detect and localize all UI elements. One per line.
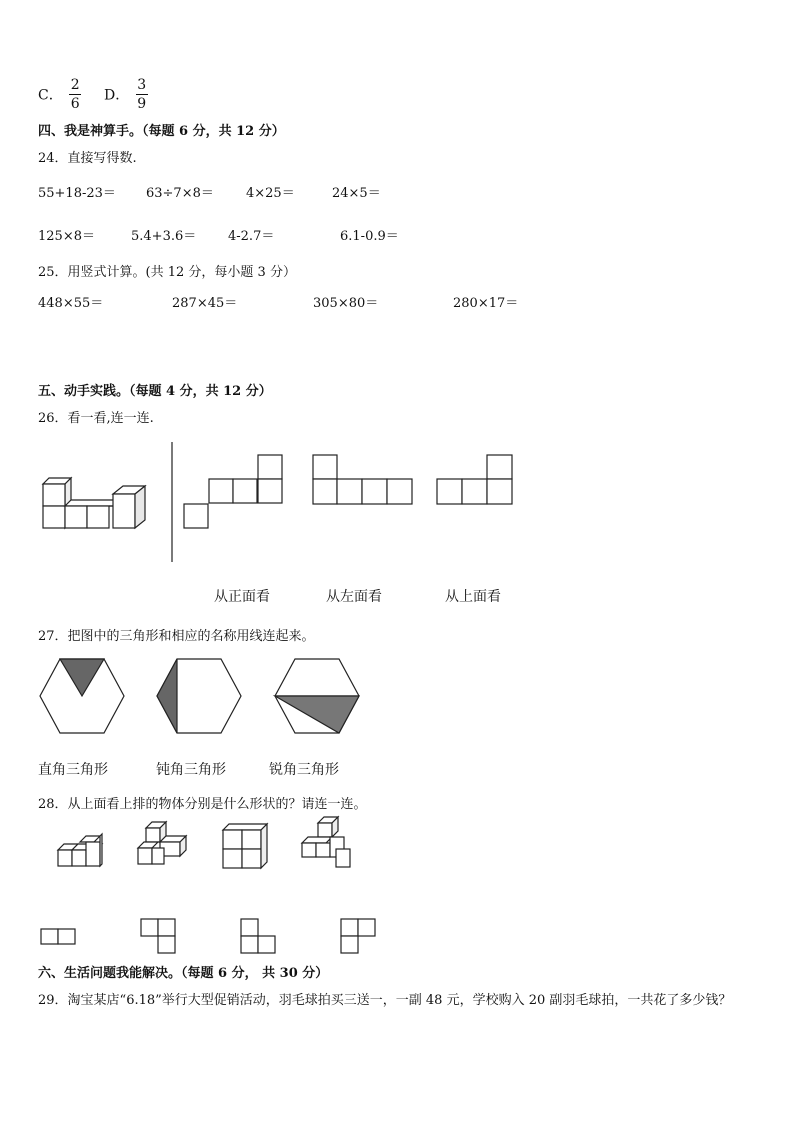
choice-d-numerator: 3 <box>137 77 147 93</box>
q26-title: 26．看一看,连一连. <box>38 411 154 426</box>
q24-item: 63÷7×8＝ <box>146 186 214 201</box>
q28-object-3 <box>221 822 269 870</box>
q24-item: 125×8＝ <box>38 229 95 244</box>
q24-item: 4-2.7＝ <box>228 229 275 244</box>
q27-hexagon-3 <box>273 658 361 734</box>
q27-name-acute: 锐角三角形 <box>269 762 339 778</box>
q29-text: 29．淘宝某店“6.18”举行大型促销活动，羽毛球拍买三送一，一副 48 元，学校购入 20 副羽毛球拍，一共花了多少钱？ <box>38 993 732 1008</box>
choice-d <box>104 78 148 111</box>
q26-view-option-2 <box>312 454 414 506</box>
choice-c-denominator: 6 <box>70 96 80 112</box>
q28-topview-2 <box>140 918 176 954</box>
choice-c-numerator: 2 <box>70 77 80 93</box>
q24-title: 24．直接写得数. <box>38 151 137 166</box>
q26-view-label-front: 从正面看 <box>214 589 270 605</box>
q26-view-label-top: 从上面看 <box>445 589 501 605</box>
section6-heading: 六、生活问题我能解决。（每题 6 分， 共 30 分） <box>38 966 329 981</box>
choice-c <box>38 78 81 111</box>
q27-name-right: 直角三角形 <box>38 762 108 778</box>
q28-topview-4 <box>340 918 376 954</box>
q26-view-option-3 <box>436 454 514 506</box>
choice-c-fraction <box>69 78 81 111</box>
section5-heading: 五、动手实践。（每题 4 分，共 12 分） <box>38 384 272 399</box>
q24-item: 55+18-23＝ <box>38 186 116 201</box>
q28-topview-1 <box>40 928 76 946</box>
choice-c-label: C． <box>38 87 63 104</box>
q25-item: 448×55＝ <box>38 296 104 311</box>
q27-hexagon-1 <box>38 658 126 734</box>
q26-divider <box>170 442 174 562</box>
choice-d-label: D． <box>104 87 130 104</box>
q25-item: 280×17＝ <box>453 296 519 311</box>
q26-view-option-1 <box>183 454 283 530</box>
q28-object-1 <box>56 830 104 870</box>
q25-item: 287×45＝ <box>172 296 238 311</box>
q28-object-4 <box>300 815 354 871</box>
q27-title: 27．把图中的三角形和相应的名称用线连起来。 <box>38 629 315 644</box>
choice-d-fraction <box>136 78 148 111</box>
choice-d-denominator: 9 <box>137 96 147 112</box>
q26-cube-figure <box>40 476 155 531</box>
q24-item: 6.1-0.9＝ <box>340 229 399 244</box>
section4-heading: 四、我是神算手。（每题 6 分，共 12 分） <box>38 124 285 139</box>
q25-item: 305×80＝ <box>313 296 379 311</box>
q28-object-2 <box>136 820 188 872</box>
q24-item: 5.4+3.6＝ <box>131 229 197 244</box>
q27-name-obtuse: 钝角三角形 <box>156 762 226 778</box>
q24-item: 24×5＝ <box>332 186 381 201</box>
q25-title: 25．用竖式计算。(共 12 分，每小题 3 分） <box>38 265 296 280</box>
q27-hexagon-2 <box>155 658 243 734</box>
q28-topview-3 <box>240 918 276 954</box>
q24-item: 4×25＝ <box>246 186 295 201</box>
q28-title: 28．从上面看上排的物体分别是什么形状的？请连一连。 <box>38 797 367 812</box>
q26-view-label-left: 从左面看 <box>326 589 382 605</box>
